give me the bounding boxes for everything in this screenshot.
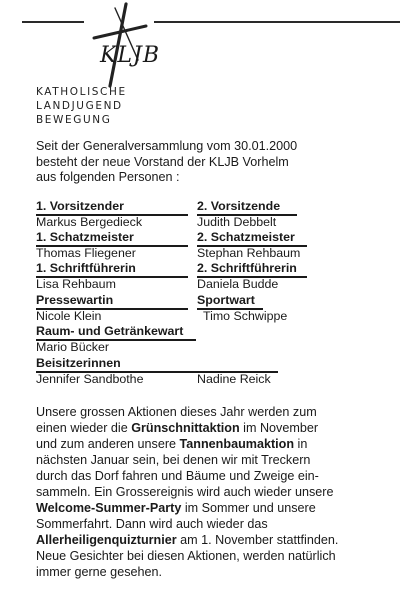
body-line: Unsere grossen Aktionen dieses Jahr werden zum — [36, 405, 317, 419]
body-line: sammeln. Ein Grossereignis wird auch wieder unsere — [36, 485, 334, 499]
body-line: nächsten Januar sein, bei denen wir mit Treckern — [36, 453, 311, 467]
member-name: Judith Debbelt — [197, 215, 277, 229]
event-name: Tannenbaumaktion — [179, 437, 295, 451]
logo-line-1: KATHOLISCHE — [36, 86, 127, 98]
role-heading: 2. Schriftführerin — [197, 261, 297, 275]
body-line: durch das Dorf fahren und Bäume und Zweige ein- — [36, 469, 319, 483]
body-line: Neue Gesichter bei diesen Aktionen, werden natürlich — [36, 549, 336, 563]
body-line: und zum anderen unsere Tannenbaumaktion in — [36, 437, 308, 451]
member-name: Jennifer Sandbothe — [36, 372, 144, 386]
logo-letters: KLJB — [99, 43, 161, 68]
role-heading: Pressewartin — [36, 293, 114, 307]
role-heading: 2. Vorsitzende — [197, 199, 281, 213]
intro-paragraph — [36, 139, 386, 186]
header-rule-right — [154, 21, 400, 23]
logo-line-3: BEWEGUNG — [36, 114, 112, 126]
role-heading: 1. Schatzmeister — [36, 230, 134, 244]
role-heading: Raum- und Getränkewart — [36, 324, 184, 338]
role-heading: Beisitzerinnen — [36, 356, 121, 370]
role-heading: 1. Vorsitzender — [36, 199, 124, 213]
member-name: Markus Bergedieck — [36, 215, 143, 229]
member-name: Timo Schwippe — [203, 309, 288, 323]
actions-paragraph — [36, 404, 386, 580]
member-name: Nicole Klein — [36, 309, 102, 323]
intro-line: aus folgenden Personen : — [36, 170, 180, 185]
body-line: Welcome-Summer-Party im Sommer und unsere — [36, 501, 316, 515]
kljb-logo — [60, 0, 180, 90]
body-line: einen wieder die Grünschnittaktion im November — [36, 421, 319, 435]
role-heading: Sportwart — [197, 293, 255, 307]
body-line: immer gerne gesehen. — [36, 565, 163, 579]
role-heading: 2. Schatzmeister — [197, 230, 295, 244]
member-name: Stephan Rehbaum — [197, 246, 301, 260]
member-name: Nadine Reick — [197, 372, 271, 386]
member-name: Daniela Budde — [197, 277, 279, 291]
body-line: Sommerfahrt. Dann wird auch wieder das — [36, 517, 268, 531]
logo-line-2: LANDJUGEND — [36, 100, 123, 112]
member-name: Mario Bücker — [36, 340, 109, 354]
body-line: Allerheiligenquizturnier am 1. November stattfinden. — [36, 533, 339, 547]
event-name: Welcome-Summer-Party — [36, 501, 182, 515]
event-name: Allerheiligenquizturnier — [36, 533, 177, 547]
intro-line: Seit der Generalversammlung vom 30.01.2000 — [36, 139, 298, 153]
member-name: Lisa Rehbaum — [36, 277, 116, 291]
intro-line: besteht der neue Vorstand der KLJB Vorhelm — [36, 154, 289, 169]
event-name: Grünschnittaktion — [131, 421, 240, 435]
role-heading: 1. Schriftführerin — [36, 261, 136, 275]
member-name: Thomas Fliegener — [36, 246, 136, 260]
